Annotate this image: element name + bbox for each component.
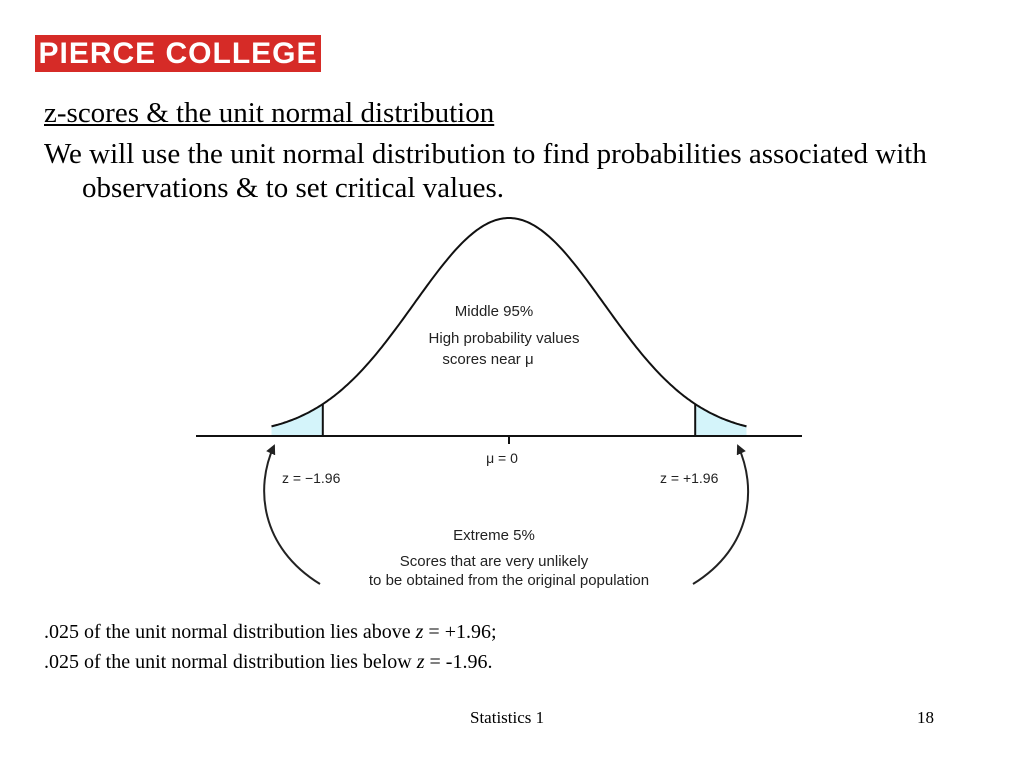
mu-label: μ = 0 (486, 450, 518, 466)
pierce-college-logo: PIERCE COLLEGE (35, 35, 321, 72)
extreme-line-2: to be obtained from the original population (368, 572, 650, 589)
slide-heading: z-scores & the unit normal distribution (44, 97, 495, 129)
middle-line-1: High probability values (428, 330, 580, 347)
extreme-5-title: Extreme 5% (453, 527, 535, 544)
note-below-z: z (416, 651, 425, 673)
note-above (44, 621, 497, 644)
note-below-text: .025 of the unit normal distribution lies below (44, 651, 417, 673)
note-above-value: = +1.96; (423, 621, 497, 643)
left-z-label: z = −1.96 (282, 470, 341, 486)
page-number: 18 (917, 708, 934, 727)
middle-95-title: Middle 95% (454, 303, 534, 320)
right-z-label: z = +1.96 (660, 470, 719, 486)
note-above-text: .025 of the unit normal distribution lies above (44, 621, 416, 643)
normal-distribution-figure (190, 212, 810, 612)
note-below-value: = -1.96. (424, 651, 493, 673)
normal-curve-diagram (190, 212, 810, 612)
slide-body-text: We will use the unit normal distribution to find probabilities associated with observations & to set critical values. (44, 138, 927, 204)
footer-title: Statistics 1 (470, 708, 545, 727)
bell-curve (272, 218, 747, 426)
note-above-z: z (415, 621, 424, 643)
left-arrow (264, 446, 320, 584)
right-arrow (693, 446, 748, 584)
extreme-line-1: Scores that are very unlikely (399, 553, 589, 570)
note-below (44, 651, 492, 674)
middle-line-2: scores near μ (442, 351, 534, 368)
